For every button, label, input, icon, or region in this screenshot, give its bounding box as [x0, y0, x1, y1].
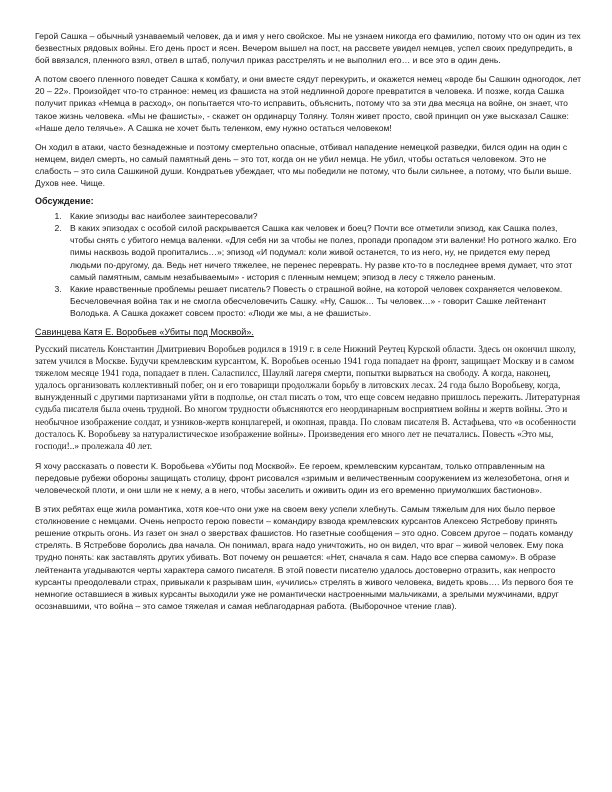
section-paragraph-1: Русский писатель Константин Дмитриевич Воробьев родился в 1919 г. в селе Нижний Реутец Курской области. Здесь он окончил школу, затем учился в Москве. Будучи кремлевским курсантом, К. Воробьев осенью 1941 года попадает на фронт, защищает Москву и в самом тяжелом месяце 1941 года, попадает в плен. Саласпилсс, Шауляй лагеря смерти, попытки вырваться на свободу. А когда, наконец, удалось организовать коллективный побег, он и его товарищи продолжали борьбу в литовских лесах. 24 года было Воробьеву, когда, вынужденный с другими партизанами уйти в подполье, он стал писать о том, что еще совсем недавно пришлось пережить. Литературная судьба писателя была очень трудной. Во многом трудности объясняются его неординарным восприятием войны и жертв войны. Это и необычное изображение солдат, и узников-жертв концлагерей, и окопная, правда. По словам писателя В. Астафьева, что «в особенности досталось К. Воробьеву за натуралистическое изображение войны». Произведения его много лет не печатались. Повесть «Это мы, господи!..» пролежала 40 лет.: [35, 344, 580, 452]
discussion-item-2: 2. В каких эпизодах с особой силой раскрывается Сашка как человек и боец? Почти все отметили эпизод, как Сашка полез, чтобы снять с убитого немца валенки. «Для себя ни за чтобы не полез, пропади пропадом эти валенки! Но ротного жалко. Его пимы насквозь водой пропитались…»; эпизод «И подумал: коли живой останется, то из него, ну, не придется ему перед людьми по-другому, да. Ведь нет ничего тяжелее, не перенес переврать. Ну разве кто-то в последнее время думает, что этот самый памятным, самым незабываемым» - история с пленным немцем; эпизод в лесу с тяжело раненым.: [64, 222, 581, 282]
section-title-link[interactable]: Савинцева Катя Е. Воробьев «Убиты под Москвой».: [35, 326, 254, 337]
document-page: [35, 30, 581, 619]
discussion-item-3: 3. Какие нравственные проблемы решает писатель? Повесть о страшной войне, на которой человек сохраняется человеком. Бесчеловечная война так и не смогла обесчеловечить Сашку. «Ну, Сашок… Ты человек…» - говорит Сашке лейтенант Володька. А Сашка докажет совсем просто: «Люди же мы, а не фашисты».: [64, 283, 581, 319]
section-paragraph-2: Я хочу рассказать о повести К. Воробьева «Убиты под Москвой». Ее героем, кремлевским курсантам, только отправленным на передовые рубежи обороны защищать столицу, фронт рисовался «зримым и величественным сооружением из железобетона, огня и человеческой плоти, и они шли не к нему, а в него, чтобы заселить и оживить один из его временно приумолкших бастионов».: [35, 460, 570, 495]
section-paragraph-3: В этих ребятах еще жила романтика, хотя кое-что они уже на своем веку успели хлебнуть. Самым тяжелым для них было первое столкновение с немцами. Очень непросто герою повести – командиру взвода кремлевских курсантов Алексею Ястребову принять решение открыть огонь. Из газет он знал о зверствах фашистов. Но газетные сообщения – это одно. Совсем другое – подать команду стрелять. В Ястребове боролись два начала. Он понимал, врага надо уничтожить, но он видел, что враг – живой человек. Ему пока трудно понять: как заставлять других убивать. Вот почему он решается: «Нет, сначала я сам. Надо все сперва самому». В образе лейтенанта угадываются черты характера самого писателя. В этой повести писателю удалось достоверно отразить, как непросто курсанты преодолевали страх, привыкали к разрывам шин, «учились» стрелять в живого человека, видеть кровь…. Из первого боя те немногие оставшиеся в живых курсанты выходили уже не романтически настроенными мальчиками, а зрелыми мужчинами, вдруг осознавшими, что война – это самое тяжелая и самая неблагодарная работа. (Выборочное чтение глав).: [35, 504, 574, 611]
discussion-heading: Обсуждение:: [35, 196, 94, 207]
discussion-item-1: 1. Какие эпизоды вас наиболее заинтересовали?: [64, 210, 581, 222]
intro-paragraph-3: Он ходил в атаки, часто безнадежные и поэтому смертельно опасные, отбивал нападение немецкой разведки, бился один на один с немцем, видел смерть, но самый памятный день – это тот, когда он не убил немца. Не убил, чтобы остаться человеком. Это не слабость – это сила Сашкиной души. Кондратьев убеждает, что мы победили не потому, что были сильнее, а потому, что были выше. Духов нее. Чище.: [35, 141, 572, 189]
discussion-list: [35, 210, 581, 319]
intro-paragraph-2: А потом своего пленного поведет Сашка к комбату, и они вместе сядут перекурить, и окажется немец «вроде бы Сашкин одногодок, лет 20 – 22». Произойдет что-то странное: немец из фашиста на этой недлинной дороге превратится в человека. И позже, когда Сашка получит приказ «Немца в расход», он попытается что-то исправить, объяснить, потому что за эти два месяца на войне, он знает, что такое жизнь человека. «Мы не фашисты», - скажет он ординарцу Толяну. Толян живет просто, свой принцип он уже высказал Сашке: «Наше дело телячье». А Сашка не хочет быть теленком, ему нужно остаться человеком!: [35, 74, 582, 133]
intro-paragraph-1: Герой Сашка – обычный узнаваемый человек, да и имя у него свойское. Мы не узнаем никогда его фамилию, потому что он один из тех безвестных рядовых войны. Его день прост и ясен. Вечером вышел на пост, на рассвете увидел немцев, успел своих предупредить, в бой ввязался, пленного взял, отвел в штаб, получил приказ расстрелять и не выполнил его… и все это в один день.: [35, 31, 581, 66]
